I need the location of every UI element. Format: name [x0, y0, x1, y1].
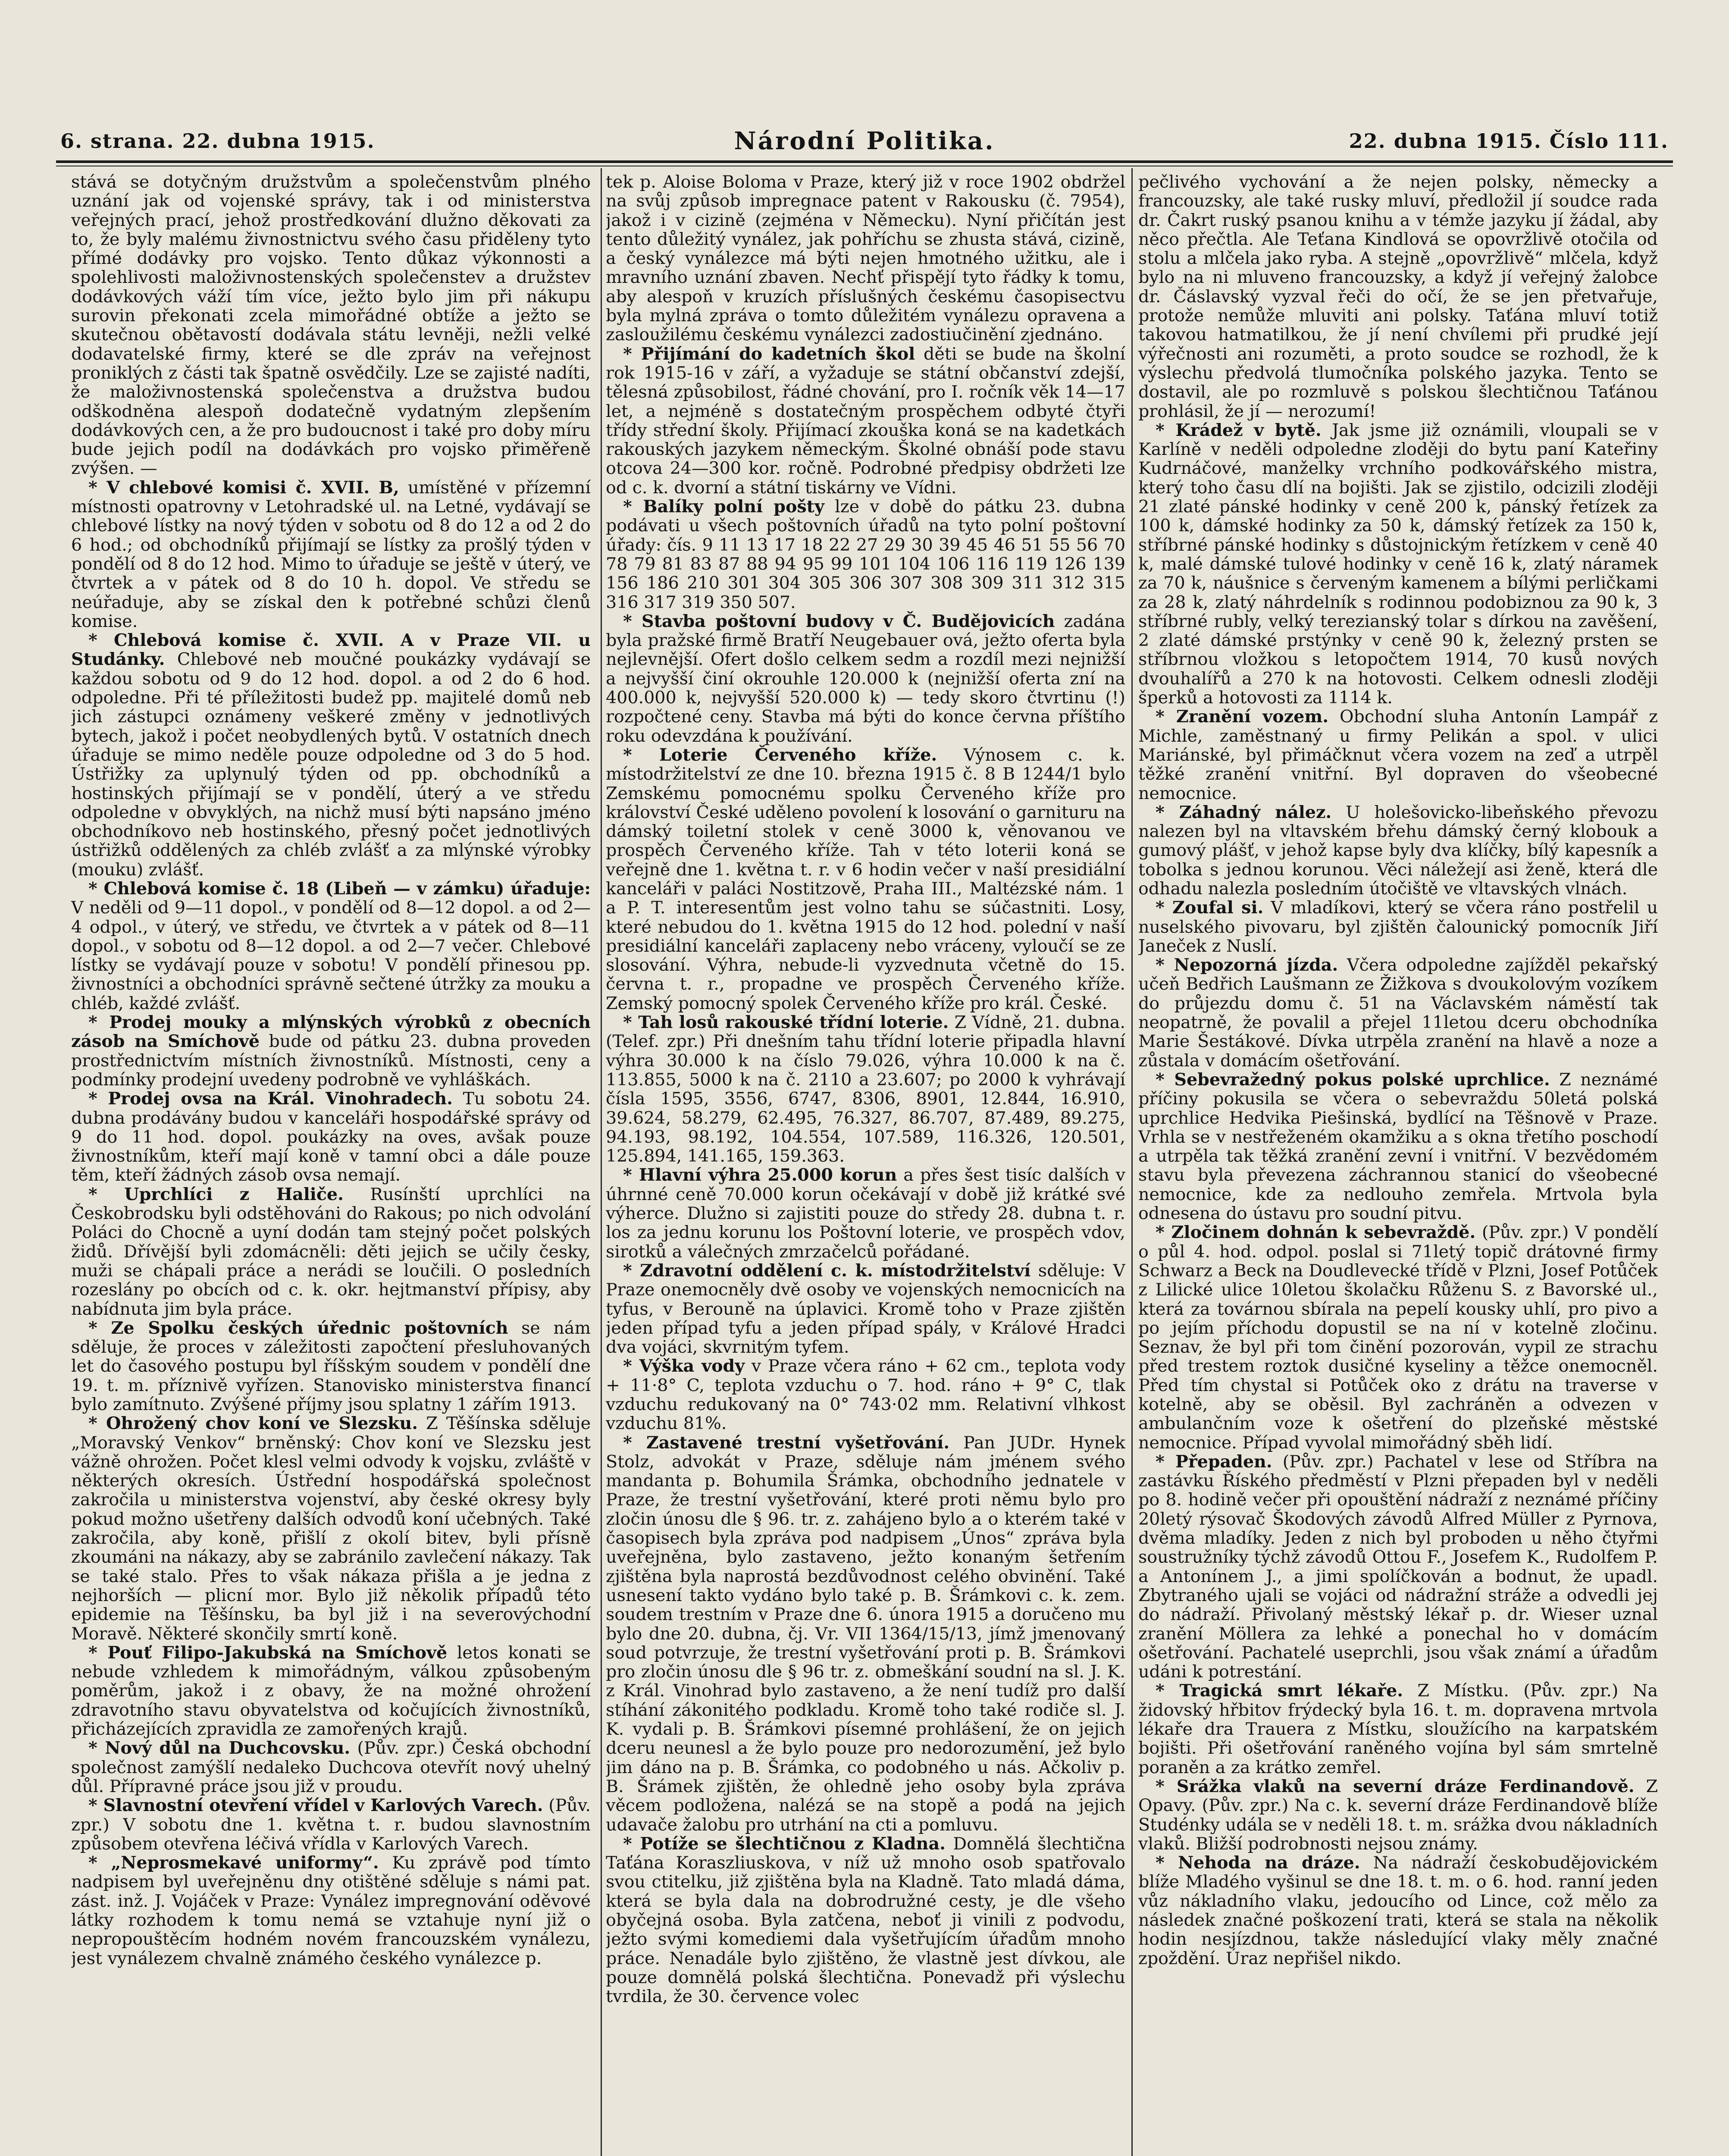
article-heading: * Ohrožený chov koní ve Slezsku.	[88, 1413, 418, 1434]
article-heading: * Krádež v bytě.	[1156, 420, 1322, 440]
article-paragraph	[71, 879, 591, 1013]
article-heading: * „Neprosmekavé uniformy“.	[88, 1853, 379, 1873]
article-text: letos konati se nebude vzhledem k mimořádným, válkou způsobeným poměrům, jakož i z obavy, že na možné ohrožení zdravotního stavu obyvatelstva od kočujících živnostníků, přicházejících zpravidla ze zamořených krajů.	[71, 1642, 591, 1739]
article-paragraph	[606, 1261, 1125, 1357]
article-text: Na nádraží českobudějovickém blíže Mladého vyšinul se dne 18. t. m. o 6. hod. ranní jeden vůz nákladního vlaku, jedoucího od Lince, což mělo za následek značné poškození trati, která se stala na několik hodin nesjízdnou, takže následující vlaky měly značné zpoždění. Úraz nepřišel nikdo.	[1138, 1853, 1658, 1968]
article-text: Rusínští uprchlíci na Českobrodsku byli odstěhováni do Rakous; po nich odvolání Poláci do Chocně a uyní dodán tam stejný počet polských židů. Dřívější byli zdomácněli: děti jejich se učily česky, muži se chápali práce a nerádi se loučili. O posledních rozeslány po obcích od c. k. okr. hejtmanství přípisy, aby nabídnuta jim byla práce.	[71, 1184, 591, 1319]
article-paragraph	[606, 172, 1125, 345]
article-text: V mladíkovi, který se včera ráno postřelil u nuselského pivovaru, byl zjištěn čalounický pomocník Jiří Janeček z Nuslí.	[1138, 898, 1658, 956]
article-paragraph	[71, 1853, 591, 1968]
article-paragraph	[1138, 1070, 1658, 1223]
article-heading: * Chlebová komise č. 18 (Libeň — v zámku) úřaduje:	[88, 878, 591, 899]
article-text: Chlebové neb moučné poukázky vydávají se každou sobotu od 9 do 12 hod. dopol. a od 2 do 6 hod. odpoledne. Při té příležitosti budež pp. majitelé domů neb jich zástupci oznámeny veškeré změny v jednotlivých bytech, jakož i počet neobydlených bytů. V ostatních dnech úřaduje se mimo neděle pouze odpoledne od 3 do 5 hod. Ústřižky za uplynulý týden od pp. obchodníků a hostinských přijímají se v pondělí, úterý a ve středu odpoledne v obvyklých, na nichž musí býti napsáno jméno obchodníkovo neb hostinského, přesný počet jednotlivých ústřižků oddělených za chléb zvlášť a za mlýnské výrobky (mouku) zvlášť.	[71, 649, 591, 880]
article-text: Z Místku. (Pův. zpr.) Na židovský hřbitov frýdecký byla 16. t. m. dopravena mrtvola lékaře dra Trauera z Místku, sloužícího na karpatském bojišti. Při ošetřování raněného vojína byl sám smrtelně poraněn a za krátko zemřel.	[1138, 1681, 1658, 1777]
article-paragraph	[71, 1185, 591, 1319]
article-paragraph	[71, 172, 591, 478]
article-paragraph	[606, 345, 1125, 497]
article-text: (Pův. zpr.) Česká obchodní společnost zamýšlí nedaleko Duchcova otevřít nový uhelný důl. Přípravné práce jsou již v proudu.	[71, 1738, 591, 1796]
article-heading: * Srážka vlaků na severní dráze Ferdinandově.	[1156, 1776, 1635, 1796]
article-heading: * Zoufal si.	[1156, 898, 1264, 918]
article-paragraph	[1138, 707, 1658, 802]
article-text: se nám sděluje, že proces v záležitosti započtení přesluhovaných let do časového postupu byl říšským soudem v pondělí dne 19. t. m. příznivě vyřízen. Stanovisko ministerstva financí bylo zamítnuto. Zvýšené příjmy jsou splatny 1 zářím 1913.	[71, 1318, 591, 1414]
article-paragraph	[71, 1643, 591, 1739]
article-heading: * Zranění vozem.	[1156, 707, 1329, 727]
article-text: děti se bude na školní rok 1915-16 v září, a vyžaduje se státní občanství zdejší, tělesná způsobilost, řádné chování, pro I. ročník věk 14—17 let, a nejméně s dostatečným prospěchem odbyté čtyři třídy střední školy. Přijímací zkouška koná se na kadetkách rakouských jazykem německým. Školné obnáší pode stavu otcova 24—300 kor. ročně. Podrobné předpisy obdržeti lze od c. k. dvorní a státní tiskárny ve Vídni.	[606, 344, 1125, 498]
article-paragraph	[1138, 898, 1658, 956]
article-text: stává se dotyčným družstvům a společenstvům plného uznání jak od vojenské správy, tak i od ministerstva veřejných prací, jehož prostředkování dlužno děkovati za to, že byly malému živnostnictvu svého času přiděleny tyto přímé dodávky pro vojsko. Tento důkaz výkonnosti a spolehlivosti maloživnostenských společenstev a družstev dodávkových váží tím více, ježto bylo jim při nákupu surovin překonati zcela mimořádné obtíže a ježto se skutečnou obětavostí dodávala státu levněji, nežli velké dodavatelské firmy, které se dle zpráv na veřejnost proniklých z části tak špatně osvědčily. Lze se zajisté nadíti, že maloživnostenská společenstva a družstva budou odškodněna alespoň dodatečně vydatným zlepšením dodávkových cen, a že pro budoucnost i také pro doby míru bude jejich podíl na dodávkách pro vojsko přiměřeně zvýšen. —	[71, 172, 591, 479]
article-text: Výnosem c. k. místodržitelství ze dne 10. března 1915 č. 8 B 1244/1 bylo Zemskému pomocnému spolku Červeného kříže pro království České uděleno povolení k losování o garnituru na dámský toiletní stolek v ceně 3000 k, věnovanou ve prospěch Červeného kříže. Tah v této loterii koná se veřejně dne 1. května t. r. v 6 hodin večer v naší presidiální kanceláři v paláci Nostitzově, Praha III., Maltézské nám. 1 a P. T. interesentům jest volno tahu se súčastniti. Losy, které nebudou do 1. května 1915 do 12 hod. polední v naší presidiální kanceláři zaplaceny nebo vráceny, vyloučí se ze slosování. Výhra, nebude-li vyzvednuta včetně do 15. června t. r., propadne ve prospěch Červeného kříže. Zemský pomocný spolek Červeného kříže pro král. České.	[606, 745, 1125, 1013]
column-3	[1138, 172, 1658, 2156]
article-paragraph	[71, 1414, 591, 1643]
article-paragraph	[1138, 1853, 1658, 1968]
article-heading: * Přijímání do kadetních škol	[623, 344, 915, 364]
column-1	[71, 172, 591, 2156]
article-paragraph	[606, 1013, 1125, 1166]
article-text: a přes šest tisíc dalších v úhrnné ceně 70.000 korun očekávají v době již krátké své výherce. Dlužno si zajistiti pouze do středy 28. dubna t. r. los za jednu korunu los Poštovní loterie, ve prospěch vdov, sirotků a válečných zmrzačelců pořádané.	[606, 1165, 1125, 1262]
article-heading: * Loterie Červeného kříže.	[623, 745, 937, 765]
article-heading: * Tah losů rakouské třídní loterie.	[623, 1012, 949, 1033]
article-paragraph	[606, 612, 1125, 746]
article-text: Z Opavy. (Pův. zpr.) Na c. k. severní dráze Ferdinandově blíže Studénky udála se v neděli 18. t. m. srážka dvou nákladních vlaků. Bližší podrobnosti nejsou známy.	[1138, 1776, 1658, 1854]
article-text: U holešovicko-libeňského převozu nalezen byl na vltavském břehu dámský černý klobouk a gumový plášť, v jehož kapse byly dva klíčky, bílý kapesník a tobolka s jednou korunou. Věci náležejí asi ženě, která dle odhadu nalezla posledním útočiště ve vltavských vlnách.	[1138, 802, 1658, 899]
article-paragraph	[606, 746, 1125, 1013]
article-heading: * V chlebové komisi č. XVII. B,	[88, 477, 399, 498]
article-text: umístěné v přízemní místnosti opatrovny v Letohradské ul. na Letné, vydávají se chlebové lístky na nový týden v sobotu od 8 do 12 a od 2 do 6 hod.; od obchodníků přijímají se lístky za prošlý týden v pondělí od 8 do 12 hod. Mimo to úřaduje se ještě v úterý, ve čtvrtek a v pátek od 8 do 10 h. dopol. Ve středu se neúřaduje, aby se získal den k potřebné schůzi členů komise.	[71, 477, 591, 631]
article-text: Domnělá šlechtična Taťána Koraszliuskova, v níž už mnoho osob spatřovalo svou ctitelku, již zjištěna byla na Kladně. Tato mladá dáma, která se byla dala na dobrodružné cesty, je dle všeho obyčejná osoba. Byla zatčena, neboť ji vinili z podvodu, ježto svými komediemi dala vyšetřujícím úřadům mnoho práce. Nenadále bylo zjištěno, že vlastně jest dívkou, ale pouze domnělá polská šlechtična. Ponevadž při výslechu tvrdila, že 30. července volec	[606, 1833, 1125, 2007]
article-paragraph	[71, 631, 591, 879]
article-heading: * Přepaden.	[1156, 1451, 1272, 1472]
article-paragraph	[1138, 1223, 1658, 1452]
article-paragraph	[1138, 1777, 1658, 1853]
header-left: 6. strana. 22. dubna 1915.	[60, 129, 375, 153]
article-paragraph	[1138, 172, 1658, 421]
header-right: 22. dubna 1915. Číslo 111.	[1349, 129, 1669, 153]
article-heading: * Nehoda na dráze.	[1156, 1853, 1360, 1873]
article-text: V neděli od 9—11 dopol., v pondělí od 8—12 dopol. a od 2—4 odpol., v úterý, ve středu, ve čtvrtek a v pátek od 8—11 dopol., v sobotu od 8—12 dopol. a od 2—7 večer. Chlebové lístky se vydávají pouze v sobotu! V pondělí přinesou pp. živnostníci a obchodníci správně sečtené útržky za mouku a chléb, každé zvlášť.	[71, 898, 591, 1013]
article-paragraph	[1138, 803, 1658, 898]
article-paragraph	[606, 1834, 1125, 2006]
article-text: zadána byla pražské firmě Bratří Neugebauer ová, ježto oferta byla nejlevnější. Ofert došlo celkem sedm a rozdíl mezi nejnižší a nejvyšší činí okrouhle 120.000 k (nejnižší oferta zní na 400.000 k, nejvyšší 520.000 k) — tedy skoro čtvrtinu (!) rozpočtené ceny. Stavba má býti do konce června příštího roku odevzdána k používání.	[606, 611, 1125, 746]
article-paragraph	[606, 1166, 1125, 1261]
article-heading: * Zločinem dohnán k sebevraždě.	[1156, 1222, 1476, 1243]
article-heading: * Sebevražedný pokus polské uprchlice.	[1156, 1069, 1550, 1090]
article-heading: * Výška vody	[623, 1356, 745, 1376]
article-heading: * Balíky polní pošty	[623, 497, 824, 517]
article-heading: * Uprchlíci z Haliče.	[88, 1184, 344, 1204]
article-paragraph	[606, 497, 1125, 612]
article-heading: * Prodej ovsa na Král. Vinohradech.	[88, 1089, 453, 1109]
article-heading: * Nový důl na Duchcovsku.	[88, 1738, 351, 1758]
article-paragraph	[1138, 421, 1658, 707]
article-text: Z Těšínska sděluje „Moravský Venkov“ brněnský: Chov koní ve Slezsku jest vážně ohrožen. Počet klesl velmi odvody k vojsku, zvláště v některých okresích. Ústřední hospodářská společnost zakročila u ministerstva vojenství, aby české okresy byly pokud možno ušetřeny dalších odvodů koní učebných. Také zakročila, aby koně, přišlí z okolí bitev, byli přísně zkoumáni na nákazy, aby se zabránilo zavlečení nákazy. Tak se také stalo. Přes to však nákaza přišla a je jedna z nejhorších — plicní mor. Bylo již několik případů této epidemie na Těšínsku, ba byl již i na severovýchodní Moravě. Některé skončily smrtí koně.	[71, 1413, 591, 1644]
masthead-title: Národní Politika.	[734, 127, 995, 155]
article-text: Jak jsme již oznámili, vloupali se v Karlíně v neděli odpoledne zloději do bytu paní Kateřiny Kudrnáčové, manželky vrchního podkovářského mistra, který toho času dlí na bojišti. Jak se zjistilo, odcizili zloději 21 zlaté pánské hodinky v ceně 200 k, pánský řetízek za 100 k, dámské hodinky za 50 k, dámský řetízek za 150 k, stříbrné pánské hodinky s důstojnickým řetízkem v ceně 40 k, malé dámské tulové hodinky v ceně 16 k, zlatý náramek za 70 k, náušnice s červeným kamenem a bílými perličkami za 28 k, zlatý náhrdelník s rodinnou podobiznou za 90 k, 3 stříbrné rubly, velký terezianský tolar s dírkou na zavěšení, 2 zlaté dámské prstýnky v ceně 90 k, železný prsten se stříbrnou vložkou s letopočtem 1914, 70 kusů nových dvouhalířů a 270 k na hotovosti. Celkem odnesli zloději šperků a hotovosti za 1114 k.	[1138, 420, 1658, 708]
header-rule	[56, 160, 1673, 163]
article-text: Ku zprávě pod tímto nadpisem byl uveřejněnu dny otištěné sděluje s námi pat. zást. inž. J. Vojáček v Praze: Vynález impregnování oděvové látky rozhodem k tomu nemá se vztahuje nyní již o nepropouštěcím hodném novém francouzském vynálezu, jest vynálezem chvalně známého českého vynálezce p.	[71, 1853, 591, 1968]
article-text: Z Vídně, 21. dubna. (Telef. zpr.) Při dnešním tahu třídní loterie připadla hlavní výhra 30.000 k na číslo 79.026, výhra 10.000 k na č. 113.855, 5000 k na č. 2110 a 23.607; po 2000 k vyhrávají čísla 1595, 3556, 6747, 8306, 8901, 12.844, 16.910, 39.624, 58.279, 62.495, 76.327, 86.707, 87.489, 89.275, 94.193, 98.192, 104.554, 107.589, 116.326, 120.501, 125.894, 141.165, 159.363.	[606, 1012, 1125, 1166]
article-heading: * Nepozorná jízda.	[1156, 955, 1338, 975]
column-2	[606, 172, 1125, 2156]
article-text: sděluje: V Praze onemocněly dvě osoby ve vojenských nemocnicích na tyfus, v Berouně na úplavici. Kromě toho v Praze zjištěn jeden případ tyfu a jeden případ spály, v Králové Hradci dva vojáci, skvrnitým tyfem.	[606, 1260, 1125, 1357]
article-paragraph	[71, 1796, 591, 1853]
article-heading: * Ze Spolku českých úřednic poštovních	[88, 1318, 508, 1338]
article-paragraph	[1138, 1452, 1658, 1682]
article-text: Obchodní sluha Antonín Lampář z Michle, zaměstnaný u firmy Pelikán a spol. v ulici Mariánské, byl přimáčknut včera vozem na zeď a utrpěl těžké zranění vnitřní. Byl dopraven do všeobecné nemocnice.	[1138, 707, 1658, 803]
article-paragraph	[606, 1433, 1125, 1834]
article-heading: * Tragická smrt lékaře.	[1156, 1681, 1403, 1701]
article-paragraph	[71, 478, 591, 631]
article-text: v Praze včera ráno + 62 cm., teplota vody + 11·8° C, teplota vzduchu o 7. hod. ráno + 9° C, tlak vzduchu redukovaný na 0° 743·02 mm. Relativní vlhkost vzduchu 81%.	[606, 1356, 1125, 1434]
article-paragraph	[71, 1089, 591, 1185]
article-heading: * Potíže se šlechtičnou z Kladna.	[623, 1833, 946, 1854]
article-heading: * Zdravotní oddělení c. k. místodržitelství	[623, 1260, 1031, 1281]
article-text: tek p. Aloise Boloma v Praze, který již v roce 1902 obdržel na svůj způsob impregnace patent v Rakousku (č. 7954), jakož i v cizině (zejména v Německu). Nyní přičítán jest tento důležitý vynález, jak pohříchu se zhusta stává, cizině, a český vynálezce má býti nejen hmotného užitku, ale i mravního uznání zbaven. Nechť přispějí tyto řádky k tomu, aby alespoň v kruzích příslušných českému časopisectvu byla mylná zpráva o tomto důležitém vynálezu opravena a zasloužilému českému vynálezci zadostiučinění zjednáno.	[606, 172, 1125, 345]
article-heading: * Pouť Filipo-Jakubská na Smíchově	[88, 1642, 448, 1663]
article-heading: * Zastavené trestní vyšetřování.	[623, 1432, 950, 1453]
article-paragraph	[71, 1013, 591, 1089]
article-paragraph	[1138, 1681, 1658, 1777]
article-paragraph	[1138, 956, 1658, 1070]
column-divider	[601, 168, 602, 2156]
article-text: (Pův. zpr.) V pondělí o půl 4. hod. odpol. poslal si 71letý topič drátovné firmy Schwarz a Beck na Doudlevecké třídě v Plzni, Josef Potůček z Lilické ulice 10letou školačku Růženu S. z Bavorské ul., která za továrnou sbírala na pepelí kousky uhlí, pro pivo a po jejím příchodu dopustil se na ní v kotelně zločinu. Seznav, že byl při tom činění pozorován, vypil ze strachu před trestem roztok dusičné kyseliny a těžce onemocněl. Před tím chystal si Potůček oko z drátu na traverse v kotelně, aby se oběsil. Byl zachráněn a odvezen v ambulančním voze k ošetření do plzeňské městské nemocnice. Případ vyvolal mimořádný sběh lidí.	[1138, 1222, 1658, 1453]
article-heading: * Chlebová komise č. XVII. A v Praze VII. u Studánky.	[71, 630, 591, 670]
article-heading: * Hlavní výhra 25.000 korun	[623, 1165, 897, 1185]
article-paragraph	[71, 1739, 591, 1796]
page-header	[60, 129, 1669, 164]
article-paragraph	[606, 1357, 1125, 1433]
article-heading: * Stavba poštovní budovy v Č. Budějovicích	[623, 611, 1055, 631]
article-text: Včera odpoledne zajížděl pekařský učeň Bedřich Laušmann ze Žižkova s dvoukolovým vozíkem do průjezdu domu č. 51 na Václavském náměstí tak neopatrně, že povalil a přejel 11letou dceru obchodníka Marie Šestákové. Dívka utrpěla zranění na hlavě a noze a zůstala v domácím ošetřování.	[1138, 955, 1658, 1071]
article-text: (Pův. zpr.) V sobotu dne 1. května t. r. budou slavnostním způsobem otevřena léčivá vřídla v Karlových Varech.	[71, 1796, 591, 1854]
article-paragraph	[71, 1319, 591, 1414]
article-heading: * Prodej mouky a mlýnských výrobků z obecních zásob na Smíchově	[71, 1012, 591, 1052]
article-text: Pan JUDr. Hynek Stolz, advokát v Praze, sděluje nám jménem svého mandanta p. Bohumila Šrámka, obchodního jednatele v Praze, že trestní vyšetřování, které proti němu bylo pro zločin únosu dle § 96. tr. z. zahájeno bylo a o kterém také v časopisech byla zpráva pod nadpisem „Únos“ zpráva byla uveřejněna, bylo zastaveno, ježto konaným šetřením zjištěna byla naprostá bezdůvodnost celého obvinění. Také usnesení takto vydáno bylo také p. B. Šrámkovi c. k. zem. soudem trestním v Praze dne 6. února 1915 a doručeno mu bylo dne 20. dubna, čj. Vr. VII 1364/15/13, jímž jmenovaný soud potvrzuje, že trestní vyšetřování proti p. B. Šrámkovi pro zločin únosu dle § 96 tr. z. obmeškání soudní na sl. J. K. z Král. Vinohrad bylo zastaveno, a že není tudíž pro další stíhání zákonitého podkladu. Kromě toho také rodiče sl. J. K. vydali p. B. Šrámkovi písemné prohlášení, že on jejich dceru neunesl a že bylo pouze pro nedorozumění, jež bylo jim dáno na p. B. Šrámka, co podobného u nás. Ačkoliv p. B. Šrámek zjištěn, že ohledně jeho osoby byla zpráva věcem podložena, nalézá se na stopě a podá na jejich udavače žalobu pro utrhání na cti a pomluvu.	[606, 1432, 1125, 1835]
article-text: Tu sobotu 24. dubna prodávány budou v kanceláři hospodářské správy od 9 do 11 hod. dopol. poukázky na oves, avšak pouze živnostníkům, kteří mají koně v tamní obci a dále pouze těm, kteří žádných zásob ovsa nemají.	[71, 1089, 591, 1185]
article-text: bude od pátku 23. dubna proveden prostřednictvím místních živnostníků. Místnosti, ceny a podmínky prodejní uvedeny podrobně ve vyhláškách.	[71, 1031, 591, 1090]
column-divider	[1131, 168, 1133, 2156]
article-text: Z neznámé příčiny pokusila se včera o sebevraždu 50letá polská uprchlice Hedvika Piešinská, bydlící na Těšnově v Praze. Vrhla se v nestřeženém okamžiku a s okna třetího poschodí a utrpěla tak těžká zranění zevní i vnitřní. V bezvědomém stavu byla převezena záchrannou stanicí do všeobecné nemocnice, kde za nedlouho zemřela. Mrtvola byla odnesena do ústavu pro soudní pitvu.	[1138, 1069, 1658, 1224]
article-text: pečlivého vychování a že nejen polsky, německy a francouzsky, ale také rusky mluví, předložil jí soudce rada dr. Čakrt ruský psanou knihu a v témže jazyku jí žádal, aby něco přečtla. Ale Teťana Kindlová se opovržlivě otočila od stolu a mlčela jako ryba. A stejně „opovržlivě“ mlčela, když bylo na ni mluveno francouzsky, a když jí veřejný žalobce dr. Čáslavský vyzval řeči do očí, že se jen přetvařuje, protože nemůže mluviti ani polsky. Taťána mluví totiž takovou hatmatilkou, že jí není chvílemi při prudké její výřečnosti ani rozuměti, a proto soudce se rozhodl, že k výslechu předvolá tlumočníka polského jazyka. Tento se dostavil, ale po rozmluvě s polskou šlechtičnou Taťánou prohlásil, že jí — nerozumí!	[1138, 172, 1658, 421]
article-heading: * Slavnostní otevření vřídel v Karlových Varech.	[88, 1796, 543, 1816]
article-heading: * Záhadný nález.	[1156, 802, 1332, 822]
article-text: (Pův. zpr.) Pachatel v lese od Stříbra na zastávku Říského předměstí v Plzni přepaden byl v neděli po 8. hodině večer při opouštění nádraží z neznámé příčiny 20letý rýsovač Škodových závodů Alfred Müller z Pyrnova, dvěma mladíky. Jeden z nich byl proboden u něho čtyřmi soustružníky týchž závodů Ottou F., Josefem K., Rudolfem P. a Antonínem J., a jimi spolíčkován a bodnut, že upadl. Zbytraného ujali se vojáci od nádražní stráže a odvedli jej do nádraží. Přivolaný městský lékař p. dr. Wieser uznal zranění Möllera za lehké a ponechal ho v domácím ošetřování. Pachatelé useprchli, jsou však známí a úřadům udáni k potrestání.	[1138, 1451, 1658, 1682]
article-text: lze v době do pátku 23. dubna podávati u všech poštovních úřadů na tyto polní poštovní úřady: čís. 9 11 13 17 18 22 27 29 30 39 45 46 51 55 56 70 78 79 81 83 87 88 94 95 99 101 104 106 116 119 126 139 156 186 210 301 304 305 306 307 308 309 311 312 315 316 317 319 350 507.	[606, 497, 1125, 612]
